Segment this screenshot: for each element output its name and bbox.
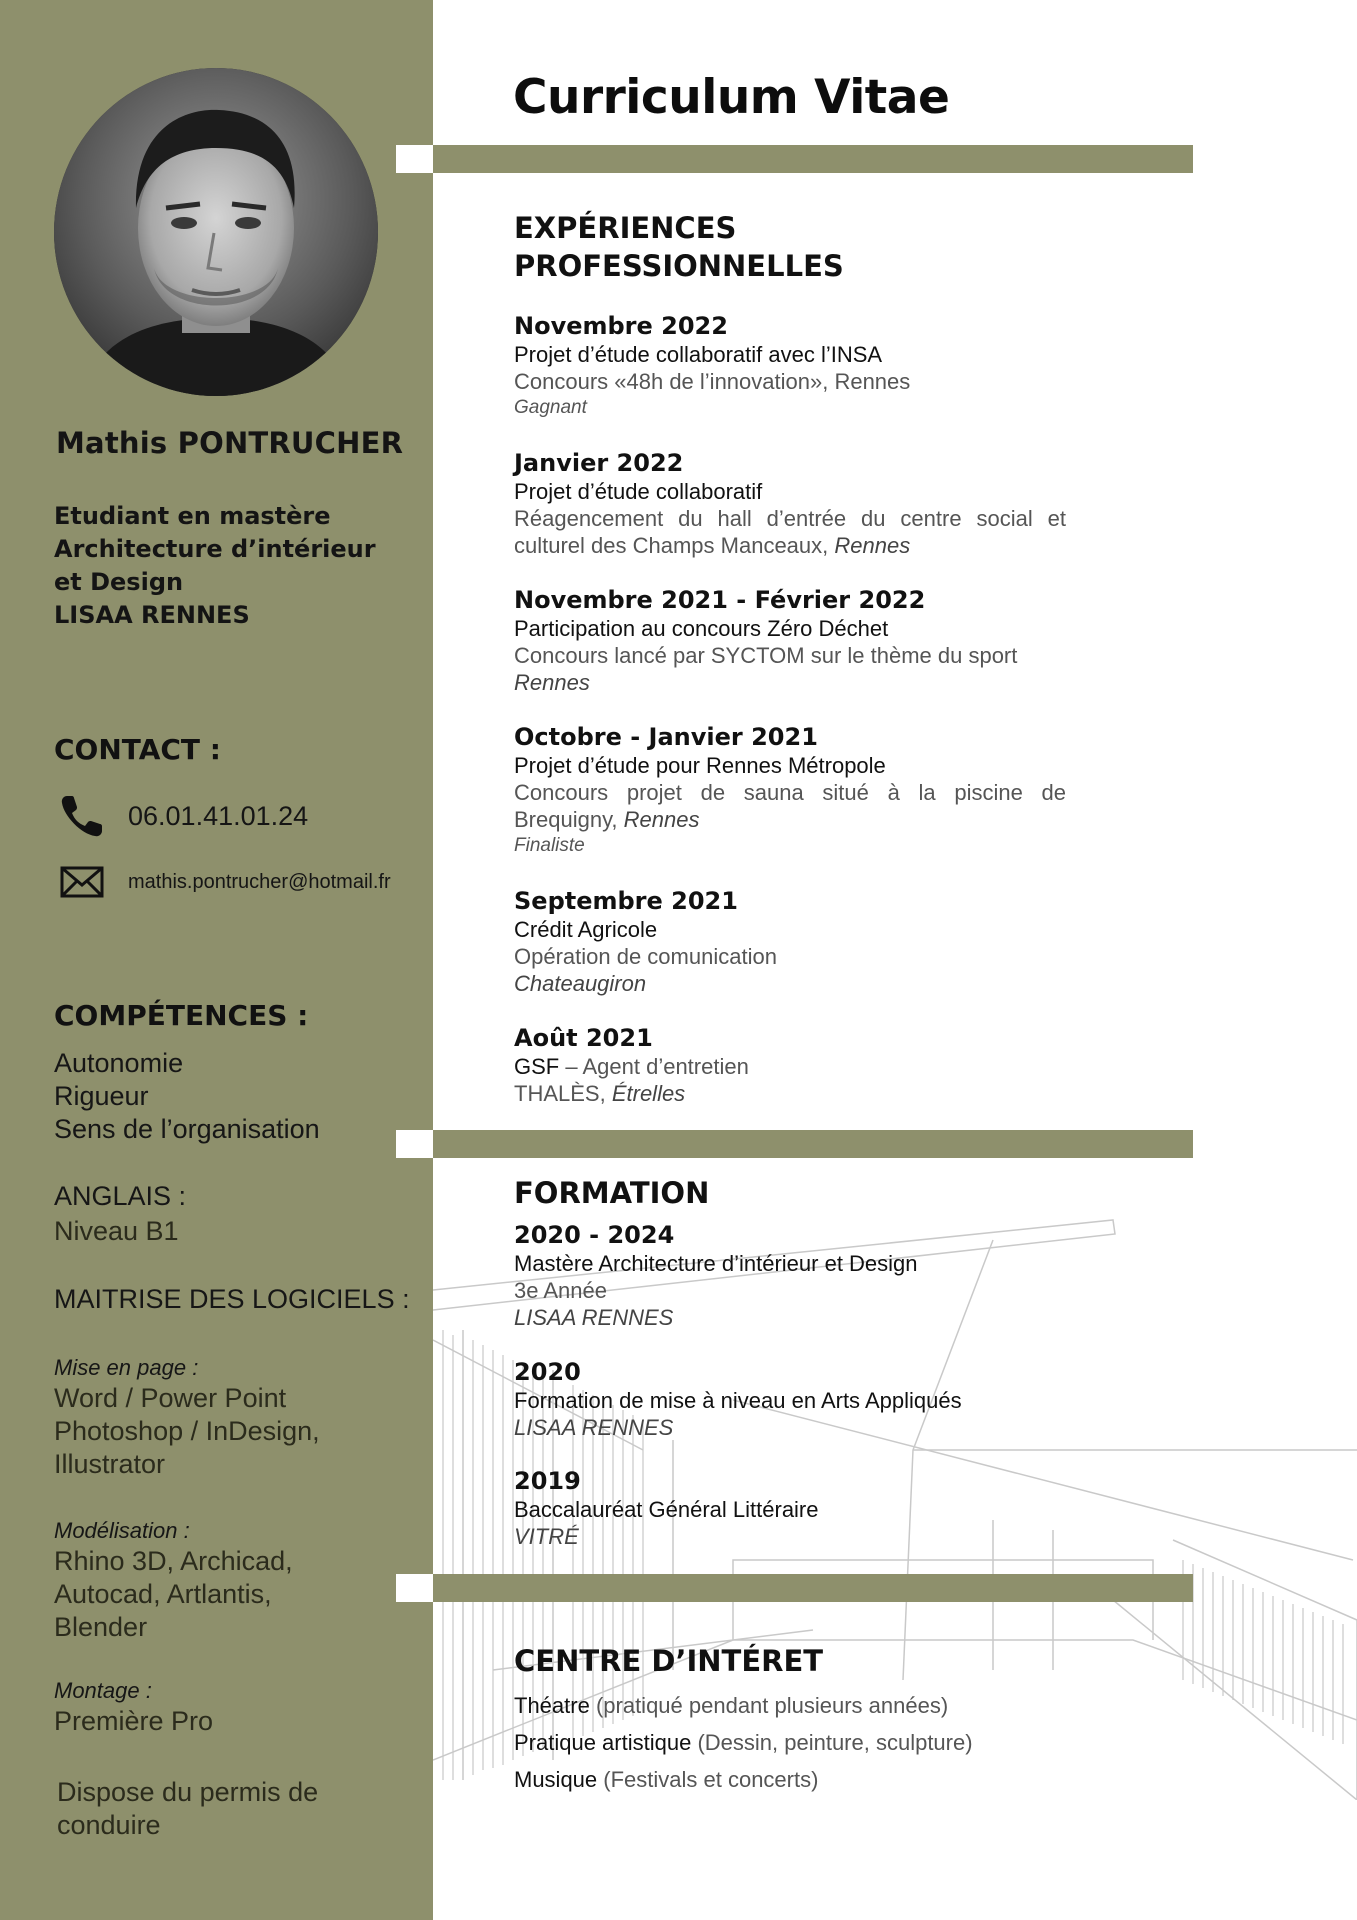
entry-note: Finaliste — [514, 835, 585, 856]
phone-number: 06.01.41.01.24 — [128, 800, 309, 831]
contact-heading: CONTACT : — [54, 733, 221, 766]
entry-date: Janvier 2022 — [514, 449, 684, 477]
interest-detail: (Festivals et concerts) — [597, 1767, 819, 1792]
formation-school: LISAA RENNES — [514, 1415, 674, 1440]
experience-entry — [514, 311, 1066, 421]
entry-date: Octobre - Janvier 2021 — [514, 723, 818, 751]
entry-desc — [514, 505, 1066, 559]
experience-entry — [514, 1023, 1066, 1107]
candidate-name: Mathis PONTRUCHER — [56, 426, 404, 460]
modeling-tools — [54, 1545, 293, 1644]
experience-entry — [514, 722, 1066, 859]
entry-place: Rennes — [834, 533, 911, 558]
candidate-subtitle — [54, 500, 414, 632]
interest-detail: (Dessin, peinture, sculpture) — [691, 1730, 973, 1755]
experience-entry — [514, 585, 1066, 696]
entry-desc: Concours lancé par SYCTOM sur le thème du sport — [514, 643, 1018, 668]
editing-tools: Première Pro — [54, 1706, 214, 1736]
entry-desc — [514, 779, 1066, 833]
heading-line: EXPÉRIENCES — [514, 211, 737, 245]
entry-role-line — [514, 1053, 1066, 1080]
formation-date: 2020 — [514, 1358, 581, 1386]
contact-email — [58, 858, 391, 906]
formation-title: Mastère Architecture d’intérieur et Design — [514, 1251, 918, 1276]
interests-heading: CENTRE D’INTÉRET — [514, 1644, 824, 1678]
english-label: ANGLAIS : — [54, 1181, 187, 1211]
formation-detail: 3e Année — [514, 1278, 607, 1303]
interest-name: Théatre — [514, 1693, 590, 1718]
subtitle-line: et Design — [54, 568, 184, 596]
section-divider — [433, 145, 1193, 173]
subtitle-line: LISAA RENNES — [54, 601, 250, 629]
page-title: Curriculum Vitae — [513, 70, 950, 125]
formation-title: Formation de mise à niveau en Arts Appliqués — [514, 1388, 962, 1413]
entry-place: Rennes — [623, 807, 700, 832]
formation-school-line — [514, 1414, 1066, 1441]
entry-role-detail: – Agent d’entretien — [559, 1054, 749, 1079]
divider-notch — [396, 145, 433, 173]
tool-line: Blender — [54, 1612, 148, 1642]
portrait-image — [54, 68, 378, 396]
interest-item — [514, 1730, 973, 1756]
editing-label: Montage : — [54, 1678, 152, 1703]
entry-note: Gagnant — [514, 397, 587, 418]
experience-entry — [514, 448, 1066, 559]
entry-role: GSF — [514, 1054, 560, 1079]
entry-role: Projet d’étude collaboratif avec l’INSA — [514, 342, 883, 367]
formation-school: VITRÉ — [514, 1524, 579, 1549]
envelope-icon — [58, 858, 106, 906]
experience-heading — [514, 209, 844, 285]
layout-tools — [54, 1382, 320, 1481]
contact-phone — [58, 792, 308, 840]
formation-entry — [514, 1357, 1066, 1441]
interest-name: Pratique artistique — [514, 1730, 692, 1755]
formation-date: 2019 — [514, 1467, 581, 1495]
software-heading: MAITRISE DES LOGICIELS : — [54, 1284, 410, 1314]
section-divider — [433, 1130, 1193, 1158]
entry-date: Septembre 2021 — [514, 887, 738, 915]
entry-date: Août 2021 — [514, 1024, 653, 1052]
entry-desc-text: Réagencement du hall d’entrée du centre social et culturel des Champs Manceaux, — [514, 506, 1066, 558]
entry-place-line — [514, 669, 1066, 696]
section-divider — [433, 1574, 1193, 1602]
formation-school-line — [514, 1523, 1066, 1550]
skill-item: Autonomie — [54, 1048, 184, 1078]
subtitle-line: Etudiant en mastère — [54, 502, 331, 530]
entry-place: Rennes — [514, 670, 590, 695]
skill-item: Rigueur — [54, 1081, 149, 1111]
skills-heading: COMPÉTENCES : — [54, 999, 309, 1032]
formation-entry — [514, 1466, 1066, 1550]
entry-company: THALÈS, — [514, 1081, 606, 1106]
heading-line: PROFESSIONNELLES — [514, 249, 844, 283]
formation-title: Baccalauréat Général Littéraire — [514, 1497, 819, 1522]
formation-school: LISAA RENNES — [514, 1305, 674, 1330]
tool-line: Photoshop / InDesign, — [54, 1416, 320, 1446]
experience-entry — [514, 886, 1066, 997]
tool-line: Rhino 3D, Archicad, — [54, 1546, 293, 1576]
tool-line: Illustrator — [54, 1449, 166, 1479]
entry-role: Participation au concours Zéro Déchet — [514, 616, 889, 641]
profile-photo — [54, 68, 378, 396]
phone-icon — [58, 792, 106, 840]
interest-name: Musique — [514, 1767, 598, 1792]
subtitle-line: Architecture d’intérieur — [54, 535, 376, 563]
driving-license — [57, 1776, 318, 1842]
tool-line: Autocad, Artlantis, — [54, 1579, 272, 1609]
entry-company-line — [514, 1080, 1066, 1107]
divider-notch — [396, 1574, 433, 1602]
entry-place: Étrelles — [611, 1081, 686, 1106]
formation-heading: FORMATION — [514, 1176, 710, 1210]
entry-place-line — [514, 970, 1066, 997]
entry-desc: Opération de comunication — [514, 944, 777, 969]
interest-detail: (pratiqué pendant plusieurs années) — [589, 1693, 949, 1718]
license-line: Dispose du permis de — [57, 1777, 319, 1807]
entry-date: Novembre 2021 - Février 2022 — [514, 586, 926, 614]
english-level: Niveau B1 — [54, 1216, 179, 1246]
entry-role: Projet d’étude pour Rennes Métropole — [514, 753, 886, 778]
entry-date: Novembre 2022 — [514, 312, 728, 340]
formation-date: 2020 - 2024 — [514, 1221, 675, 1249]
modeling-label: Modélisation : — [54, 1518, 190, 1543]
tool-line: Word / Power Point — [54, 1383, 287, 1413]
interest-item — [514, 1767, 818, 1793]
email-address: mathis.pontrucher@hotmail.fr — [128, 870, 391, 893]
formation-school-line — [514, 1304, 1066, 1331]
divider-notch — [396, 1130, 433, 1158]
entry-role: Projet d’étude collaboratif — [514, 479, 763, 504]
entry-desc-text: Concours projet de sauna situé à la piscine de Brequigny, — [514, 780, 1066, 832]
skill-item: Sens de l’organisation — [54, 1114, 320, 1144]
skills-list — [54, 1047, 320, 1146]
entry-role: Crédit Agricole — [514, 917, 658, 942]
entry-place: Chateaugiron — [514, 971, 647, 996]
formation-entry — [514, 1220, 1066, 1331]
license-line: conduire — [57, 1810, 161, 1840]
layout-label: Mise en page : — [54, 1355, 199, 1380]
interest-item — [514, 1693, 948, 1719]
entry-desc: Concours «48h de l’innovation», Rennes — [514, 369, 911, 394]
